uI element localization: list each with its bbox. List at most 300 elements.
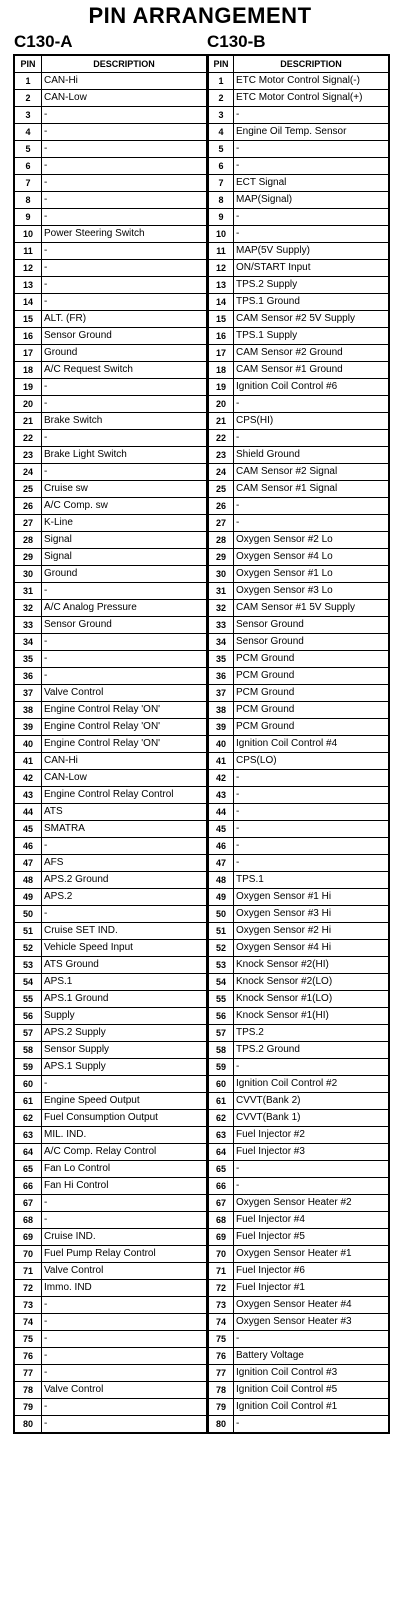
pin-description: Knock Sensor #2(LO) bbox=[234, 974, 390, 991]
pin-number: 73 bbox=[208, 1297, 234, 1314]
pin-number: 64 bbox=[14, 1144, 42, 1161]
connector-b-rows bbox=[208, 73, 389, 1434]
pin-description: APS.1 Supply bbox=[42, 1059, 208, 1076]
table-row bbox=[208, 1382, 389, 1399]
pin-description: PCM Ground bbox=[234, 668, 390, 685]
table-row bbox=[208, 1093, 389, 1110]
table-row bbox=[14, 940, 207, 957]
pin-number: 64 bbox=[208, 1144, 234, 1161]
pin-number: 23 bbox=[208, 447, 234, 464]
pin-number: 45 bbox=[208, 821, 234, 838]
pin-description: CAM Sensor #2 5V Supply bbox=[234, 311, 390, 328]
pin-number: 29 bbox=[208, 549, 234, 566]
pin-description: - bbox=[234, 141, 390, 158]
pin-number: 29 bbox=[14, 549, 42, 566]
pin-description: Sensor Ground bbox=[42, 328, 208, 345]
pin-number: 12 bbox=[14, 260, 42, 277]
pin-number: 25 bbox=[14, 481, 42, 498]
pin-number: 22 bbox=[14, 430, 42, 447]
pin-number: 54 bbox=[208, 974, 234, 991]
table-row bbox=[14, 515, 207, 532]
table-row bbox=[14, 294, 207, 311]
table-row bbox=[14, 804, 207, 821]
pin-number: 45 bbox=[14, 821, 42, 838]
pin-description: TPS.1 Ground bbox=[234, 294, 390, 311]
table-row bbox=[208, 1348, 389, 1365]
pin-number: 72 bbox=[14, 1280, 42, 1297]
pin-number: 46 bbox=[208, 838, 234, 855]
pin-number: 5 bbox=[14, 141, 42, 158]
pin-number: 76 bbox=[208, 1348, 234, 1365]
table-row bbox=[14, 532, 207, 549]
table-row bbox=[14, 872, 207, 889]
pin-description: Brake Light Switch bbox=[42, 447, 208, 464]
table-row bbox=[14, 1093, 207, 1110]
pin-description: - bbox=[42, 1076, 208, 1093]
table-row bbox=[14, 107, 207, 124]
pin-number: 63 bbox=[14, 1127, 42, 1144]
pin-number: 26 bbox=[14, 498, 42, 515]
pin-description: - bbox=[234, 1178, 390, 1195]
pin-description: - bbox=[234, 787, 390, 804]
pin-number: 63 bbox=[208, 1127, 234, 1144]
pin-description: Cruise SET IND. bbox=[42, 923, 208, 940]
pin-number: 10 bbox=[14, 226, 42, 243]
pin-description: - bbox=[234, 1331, 390, 1348]
table-row bbox=[208, 855, 389, 872]
table-row bbox=[208, 294, 389, 311]
pin-description: - bbox=[42, 243, 208, 260]
pin-description: - bbox=[42, 107, 208, 124]
table-row bbox=[208, 651, 389, 668]
description-column-header: DESCRIPTION bbox=[42, 55, 208, 73]
pin-description: Valve Control bbox=[42, 1263, 208, 1280]
table-row bbox=[14, 1331, 207, 1348]
pin-number: 16 bbox=[208, 328, 234, 345]
table-row bbox=[14, 277, 207, 294]
pin-description: APS.1 bbox=[42, 974, 208, 991]
table-row bbox=[14, 1127, 207, 1144]
pin-description: Sensor Ground bbox=[234, 617, 390, 634]
table-row bbox=[14, 1365, 207, 1382]
table-row bbox=[208, 804, 389, 821]
table-row bbox=[208, 957, 389, 974]
table-row bbox=[14, 855, 207, 872]
table-row bbox=[208, 838, 389, 855]
pin-description: - bbox=[234, 158, 390, 175]
pin-description: - bbox=[42, 124, 208, 141]
pin-description: Engine Control Relay 'ON' bbox=[42, 702, 208, 719]
pin-description: - bbox=[42, 634, 208, 651]
pin-number: 78 bbox=[14, 1382, 42, 1399]
pin-number: 60 bbox=[208, 1076, 234, 1093]
pin-number: 72 bbox=[208, 1280, 234, 1297]
table-row bbox=[14, 1144, 207, 1161]
table-row bbox=[14, 1212, 207, 1229]
pin-number: 61 bbox=[208, 1093, 234, 1110]
table-row bbox=[208, 583, 389, 600]
pin-description: CAM Sensor #2 Ground bbox=[234, 345, 390, 362]
pin-description: - bbox=[42, 209, 208, 226]
pin-description: CVVT(Bank 1) bbox=[234, 1110, 390, 1127]
pin-number: 11 bbox=[208, 243, 234, 260]
pin-description: Ignition Coil Control #2 bbox=[234, 1076, 390, 1093]
pin-number: 12 bbox=[208, 260, 234, 277]
pin-number: 41 bbox=[208, 753, 234, 770]
pin-description: Oxygen Sensor #4 Lo bbox=[234, 549, 390, 566]
table-row bbox=[208, 923, 389, 940]
pin-description: Knock Sensor #1(HI) bbox=[234, 1008, 390, 1025]
table-row bbox=[14, 617, 207, 634]
pin-description: Oxygen Sensor Heater #1 bbox=[234, 1246, 390, 1263]
table-row bbox=[208, 1280, 389, 1297]
pin-number: 4 bbox=[208, 124, 234, 141]
table-row bbox=[14, 991, 207, 1008]
pin-description: CVVT(Bank 2) bbox=[234, 1093, 390, 1110]
pin-description: Fan Lo Control bbox=[42, 1161, 208, 1178]
pin-description: MAP(5V Supply) bbox=[234, 243, 390, 260]
pin-number: 18 bbox=[208, 362, 234, 379]
pin-description: Knock Sensor #1(LO) bbox=[234, 991, 390, 1008]
pin-number: 44 bbox=[14, 804, 42, 821]
pin-number: 47 bbox=[208, 855, 234, 872]
pin-number: 33 bbox=[208, 617, 234, 634]
table-row bbox=[208, 1025, 389, 1042]
table-row bbox=[14, 583, 207, 600]
pin-number: 20 bbox=[14, 396, 42, 413]
table-row bbox=[208, 940, 389, 957]
pin-description: Engine Control Relay Control bbox=[42, 787, 208, 804]
pin-description: - bbox=[42, 838, 208, 855]
pin-number: 80 bbox=[14, 1416, 42, 1434]
pin-number: 4 bbox=[14, 124, 42, 141]
table-row bbox=[14, 1076, 207, 1093]
pin-description: - bbox=[234, 838, 390, 855]
pin-description: - bbox=[234, 430, 390, 447]
table-row bbox=[208, 379, 389, 396]
pin-number: 28 bbox=[208, 532, 234, 549]
table-row bbox=[14, 1246, 207, 1263]
table-row bbox=[208, 413, 389, 430]
pin-description: - bbox=[234, 226, 390, 243]
pin-number: 34 bbox=[208, 634, 234, 651]
pin-number: 7 bbox=[208, 175, 234, 192]
pin-number: 25 bbox=[208, 481, 234, 498]
pin-description: Oxygen Sensor #2 Hi bbox=[234, 923, 390, 940]
table-row bbox=[14, 141, 207, 158]
pin-description: Fuel Injector #2 bbox=[234, 1127, 390, 1144]
table-row bbox=[208, 498, 389, 515]
pin-description: Vehicle Speed Input bbox=[42, 940, 208, 957]
table-row bbox=[14, 838, 207, 855]
pin-number: 60 bbox=[14, 1076, 42, 1093]
pin-number: 8 bbox=[14, 192, 42, 209]
pin-number: 49 bbox=[14, 889, 42, 906]
table-row bbox=[208, 753, 389, 770]
table-row bbox=[14, 719, 207, 736]
pin-number: 1 bbox=[14, 73, 42, 90]
pin-number: 38 bbox=[14, 702, 42, 719]
pin-description: - bbox=[42, 1195, 208, 1212]
pin-description: Ignition Coil Control #4 bbox=[234, 736, 390, 753]
table-row bbox=[14, 1042, 207, 1059]
table-row bbox=[14, 328, 207, 345]
pin-number: 24 bbox=[14, 464, 42, 481]
pin-number: 26 bbox=[208, 498, 234, 515]
pin-description: APS.2 bbox=[42, 889, 208, 906]
pin-description: Power Steering Switch bbox=[42, 226, 208, 243]
pin-number: 27 bbox=[208, 515, 234, 532]
pin-description: ALT. (FR) bbox=[42, 311, 208, 328]
table-row bbox=[208, 1076, 389, 1093]
pin-number: 13 bbox=[208, 277, 234, 294]
pin-description: Fuel Injector #5 bbox=[234, 1229, 390, 1246]
pin-description: Ignition Coil Control #3 bbox=[234, 1365, 390, 1382]
pin-description: MAP(Signal) bbox=[234, 192, 390, 209]
pin-number: 30 bbox=[208, 566, 234, 583]
table-row bbox=[208, 124, 389, 141]
pin-description: Oxygen Sensor #2 Lo bbox=[234, 532, 390, 549]
pin-number: 50 bbox=[14, 906, 42, 923]
pin-number: 68 bbox=[208, 1212, 234, 1229]
pin-description: - bbox=[234, 515, 390, 532]
pin-number: 32 bbox=[208, 600, 234, 617]
pin-number: 67 bbox=[14, 1195, 42, 1212]
pin-number: 70 bbox=[208, 1246, 234, 1263]
pin-description: Cruise IND. bbox=[42, 1229, 208, 1246]
pin-number: 51 bbox=[14, 923, 42, 940]
pin-description: A/C Comp. Relay Control bbox=[42, 1144, 208, 1161]
pin-description: - bbox=[234, 1059, 390, 1076]
table-row bbox=[14, 379, 207, 396]
table-row bbox=[14, 1161, 207, 1178]
pin-description: Oxygen Sensor Heater #4 bbox=[234, 1297, 390, 1314]
pin-number: 77 bbox=[14, 1365, 42, 1382]
table-row bbox=[208, 260, 389, 277]
pin-description: ETC Motor Control Signal(-) bbox=[234, 73, 390, 90]
table-row bbox=[208, 532, 389, 549]
pin-description: - bbox=[42, 1399, 208, 1416]
pin-number: 10 bbox=[208, 226, 234, 243]
pin-description: - bbox=[234, 804, 390, 821]
table-row bbox=[14, 396, 207, 413]
table-row bbox=[14, 481, 207, 498]
table-row bbox=[14, 1110, 207, 1127]
pin-number: 71 bbox=[208, 1263, 234, 1280]
table-header-row bbox=[208, 55, 389, 73]
pin-description: ETC Motor Control Signal(+) bbox=[234, 90, 390, 107]
pin-number: 9 bbox=[14, 209, 42, 226]
pin-description: TPS.1 Supply bbox=[234, 328, 390, 345]
table-row bbox=[208, 1110, 389, 1127]
table-row bbox=[14, 821, 207, 838]
pin-description: A/C Analog Pressure bbox=[42, 600, 208, 617]
table-row bbox=[208, 1212, 389, 1229]
pin-description: - bbox=[42, 260, 208, 277]
pin-number: 65 bbox=[208, 1161, 234, 1178]
pin-description: Engine Speed Output bbox=[42, 1093, 208, 1110]
table-row bbox=[14, 158, 207, 175]
pin-number: 13 bbox=[14, 277, 42, 294]
pin-number: 22 bbox=[208, 430, 234, 447]
pin-number: 31 bbox=[14, 583, 42, 600]
pin-number: 79 bbox=[14, 1399, 42, 1416]
pin-number: 19 bbox=[14, 379, 42, 396]
pin-description: Sensor Ground bbox=[42, 617, 208, 634]
table-row bbox=[14, 260, 207, 277]
pin-description: Sensor Ground bbox=[234, 634, 390, 651]
table-row bbox=[14, 566, 207, 583]
pin-number: 28 bbox=[14, 532, 42, 549]
table-row bbox=[208, 974, 389, 991]
table-row bbox=[14, 90, 207, 107]
pin-description: CPS(HI) bbox=[234, 413, 390, 430]
table-row bbox=[14, 889, 207, 906]
pin-number: 8 bbox=[208, 192, 234, 209]
pin-number: 58 bbox=[14, 1042, 42, 1059]
pin-description: Signal bbox=[42, 549, 208, 566]
pin-number: 34 bbox=[14, 634, 42, 651]
pin-number: 53 bbox=[208, 957, 234, 974]
pin-description: - bbox=[42, 1365, 208, 1382]
table-row bbox=[14, 974, 207, 991]
pin-number: 16 bbox=[14, 328, 42, 345]
table-row bbox=[14, 668, 207, 685]
pin-description: Oxygen Sensor #1 Hi bbox=[234, 889, 390, 906]
table-row bbox=[208, 73, 389, 90]
pin-number: 40 bbox=[14, 736, 42, 753]
table-row bbox=[208, 668, 389, 685]
table-row bbox=[14, 1382, 207, 1399]
pin-description: PCM Ground bbox=[234, 702, 390, 719]
table-row bbox=[208, 515, 389, 532]
table-row bbox=[208, 481, 389, 498]
table-row bbox=[208, 226, 389, 243]
table-row bbox=[208, 617, 389, 634]
pin-description: - bbox=[234, 1416, 390, 1434]
pin-number: 56 bbox=[14, 1008, 42, 1025]
pin-description: - bbox=[42, 158, 208, 175]
table-row bbox=[208, 1365, 389, 1382]
pin-number: 52 bbox=[208, 940, 234, 957]
pin-number: 62 bbox=[208, 1110, 234, 1127]
table-row bbox=[208, 192, 389, 209]
pin-number: 57 bbox=[14, 1025, 42, 1042]
table-row bbox=[14, 447, 207, 464]
pin-description: - bbox=[42, 277, 208, 294]
pin-description: Cruise sw bbox=[42, 481, 208, 498]
pin-description: CAN-Hi bbox=[42, 753, 208, 770]
pin-description: Brake Switch bbox=[42, 413, 208, 430]
pin-description: Immo. IND bbox=[42, 1280, 208, 1297]
table-row bbox=[14, 906, 207, 923]
table-row bbox=[208, 1195, 389, 1212]
pin-description: ECT Signal bbox=[234, 175, 390, 192]
pin-description: - bbox=[42, 294, 208, 311]
table-row bbox=[14, 634, 207, 651]
pin-number: 21 bbox=[14, 413, 42, 430]
pin-description: Fuel Consumption Output bbox=[42, 1110, 208, 1127]
pin-number: 5 bbox=[208, 141, 234, 158]
connector-a-table bbox=[13, 54, 208, 1434]
pin-number: 59 bbox=[208, 1059, 234, 1076]
table-row bbox=[208, 1042, 389, 1059]
pin-description: CPS(LO) bbox=[234, 753, 390, 770]
pin-number: 49 bbox=[208, 889, 234, 906]
pin-number: 69 bbox=[14, 1229, 42, 1246]
table-row bbox=[208, 719, 389, 736]
pin-description: - bbox=[42, 651, 208, 668]
table-row bbox=[14, 1178, 207, 1195]
pin-description: ON/START Input bbox=[234, 260, 390, 277]
pin-description: APS.2 Ground bbox=[42, 872, 208, 889]
pin-number: 23 bbox=[14, 447, 42, 464]
pin-number: 43 bbox=[14, 787, 42, 804]
connector-b-label: C130-B bbox=[207, 32, 266, 51]
pin-description: SMATRA bbox=[42, 821, 208, 838]
pin-number: 35 bbox=[14, 651, 42, 668]
pin-number: 76 bbox=[14, 1348, 42, 1365]
pin-description: - bbox=[42, 464, 208, 481]
pin-number: 58 bbox=[208, 1042, 234, 1059]
pin-number: 2 bbox=[14, 90, 42, 107]
table-row bbox=[208, 991, 389, 1008]
pin-number: 40 bbox=[208, 736, 234, 753]
table-row bbox=[208, 345, 389, 362]
pin-description: Fan Hi Control bbox=[42, 1178, 208, 1195]
pin-description: Oxygen Sensor Heater #2 bbox=[234, 1195, 390, 1212]
pin-description: APS.2 Supply bbox=[42, 1025, 208, 1042]
pin-description: - bbox=[42, 1314, 208, 1331]
pin-description: - bbox=[42, 141, 208, 158]
pin-description: Oxygen Sensor #4 Hi bbox=[234, 940, 390, 957]
table-row bbox=[208, 1127, 389, 1144]
pin-number: 6 bbox=[14, 158, 42, 175]
pin-number: 66 bbox=[14, 1178, 42, 1195]
pin-number: 11 bbox=[14, 243, 42, 260]
pin-description: PCM Ground bbox=[234, 685, 390, 702]
pin-number: 57 bbox=[208, 1025, 234, 1042]
pin-number: 17 bbox=[208, 345, 234, 362]
table-row bbox=[14, 243, 207, 260]
table-row bbox=[14, 770, 207, 787]
pin-number: 6 bbox=[208, 158, 234, 175]
pin-description: - bbox=[234, 1161, 390, 1178]
table-row bbox=[14, 1348, 207, 1365]
pin-description: CAM Sensor #1 5V Supply bbox=[234, 600, 390, 617]
pin-number: 62 bbox=[14, 1110, 42, 1127]
pin-description: Battery Voltage bbox=[234, 1348, 390, 1365]
pin-description: - bbox=[42, 906, 208, 923]
table-row bbox=[14, 345, 207, 362]
pin-number: 17 bbox=[14, 345, 42, 362]
pin-number: 53 bbox=[14, 957, 42, 974]
pin-description: - bbox=[42, 175, 208, 192]
pin-number: 41 bbox=[14, 753, 42, 770]
table-row bbox=[14, 736, 207, 753]
pin-number: 37 bbox=[14, 685, 42, 702]
table-row bbox=[208, 243, 389, 260]
pin-description: Ignition Coil Control #5 bbox=[234, 1382, 390, 1399]
pin-description: TPS.2 bbox=[234, 1025, 390, 1042]
pin-description: Oxygen Sensor #1 Lo bbox=[234, 566, 390, 583]
table-row bbox=[14, 362, 207, 379]
pin-description: Fuel Injector #1 bbox=[234, 1280, 390, 1297]
table-row bbox=[208, 311, 389, 328]
pin-description: - bbox=[234, 770, 390, 787]
pin-number: 78 bbox=[208, 1382, 234, 1399]
table-row bbox=[14, 923, 207, 940]
